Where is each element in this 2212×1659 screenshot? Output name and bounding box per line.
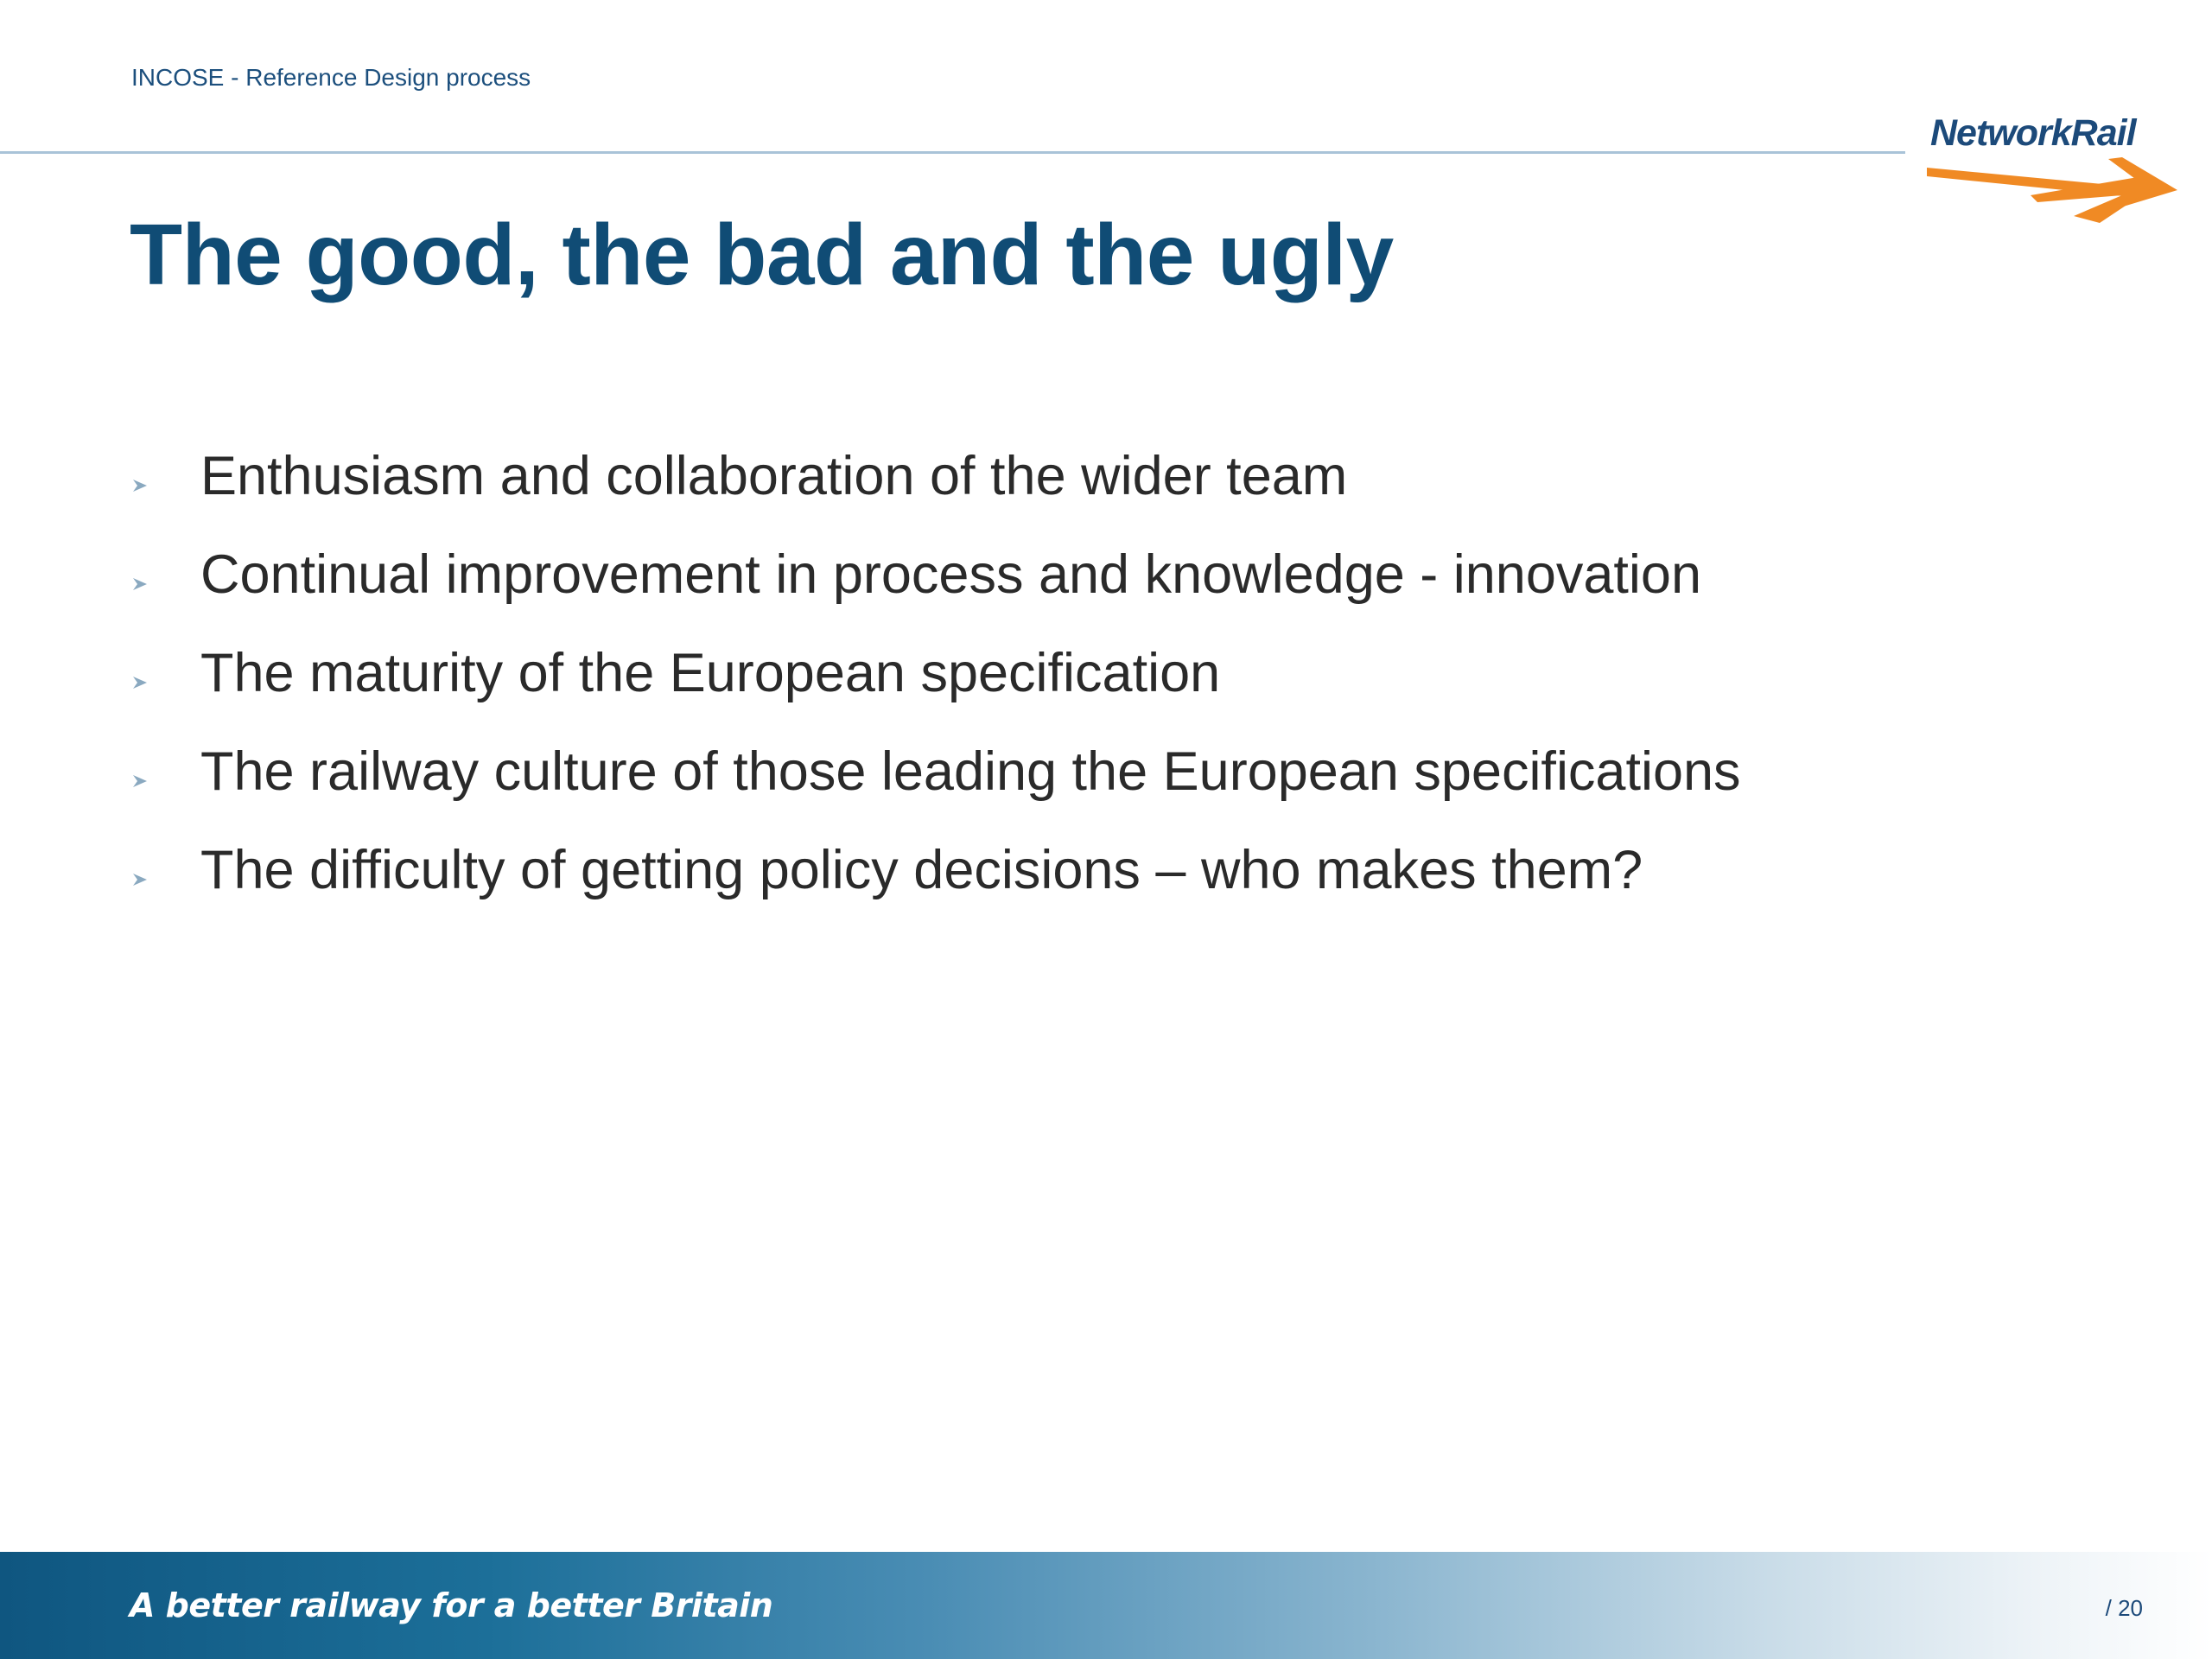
- slide-title: The good, the bad and the ugly: [130, 207, 1394, 303]
- arrowhead-bullet-icon: [131, 674, 149, 691]
- arrowhead-bullet-icon: [131, 575, 149, 593]
- page-number: / 20: [2105, 1595, 2143, 1621]
- bullet-text: The maturity of the European specification: [200, 643, 1221, 703]
- arrowhead-bullet-icon: [131, 871, 149, 888]
- bullet-text: Enthusiasm and collaboration of the wider team: [200, 446, 1348, 506]
- bullet-text: The difficulty of getting policy decisions – who makes them?: [200, 840, 1643, 900]
- arrowhead-bullet-icon: [131, 477, 149, 494]
- header-divider: [0, 151, 1905, 154]
- double-arrow-logo-icon: [1927, 150, 2177, 225]
- logo-wordmark: NetworkRail: [1930, 112, 2136, 154]
- header-text: INCOSE - Reference Design process: [131, 64, 531, 91]
- network-rail-logo: [1927, 112, 2177, 225]
- arrowhead-bullet-icon: [131, 772, 149, 790]
- footer-band: [0, 1552, 2212, 1659]
- footer-tagline: A better railway for a better Britain: [130, 1586, 773, 1624]
- bullet-text: Continual improvement in process and knowledge - innovation: [200, 544, 1701, 605]
- bullet-text: The railway culture of those leading the European specifications: [200, 741, 1741, 802]
